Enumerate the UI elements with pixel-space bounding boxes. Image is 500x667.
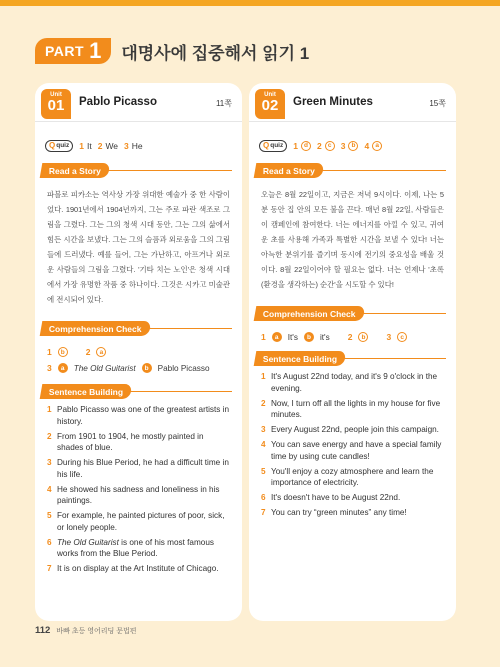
cc-line: 1 a It's b it's 2 b 3 c	[261, 329, 446, 345]
sentence-item: 1 Pablo Picasso was one of the greatest artists in history.	[47, 405, 230, 426]
sentence-item: 3 During his Blue Period, he had a difficult time in his life.	[47, 458, 229, 479]
sentence-item: 5 You'll enjoy a cozy atmosphere and learn the importance of electricity.	[261, 466, 434, 487]
quiz-answer: 1 It	[79, 140, 92, 151]
answer-text: it's	[319, 332, 330, 342]
section-tab: Read a Story	[40, 163, 111, 178]
answer-mark: b	[358, 332, 368, 342]
quiz-answer: 3 He	[124, 140, 143, 151]
sentence-item: 7 You can try “green minutes” any time!	[261, 508, 407, 517]
unit-title: Pablo Picasso	[79, 96, 157, 108]
unit-header	[35, 92, 242, 122]
unit-page-ref: 11쪽	[215, 99, 232, 108]
unit-title: Green Minutes	[293, 96, 373, 108]
quiz-answer: 2 We	[97, 140, 119, 151]
page-number: 112	[35, 625, 51, 636]
answer-mark: c	[397, 332, 407, 342]
part-word: PART	[45, 43, 85, 59]
comprehension-answers	[35, 336, 242, 376]
sentence-item: 5 For example, he painted pictures of poor, sick, or lonely people.	[47, 511, 225, 532]
sentence-item: 3 Every August 22nd, people join this campaign.	[261, 425, 439, 434]
part-header	[35, 36, 309, 66]
read-a-story-header	[35, 163, 242, 178]
quiz-answer: 3 b	[341, 141, 359, 151]
sentence-item: 4 You can save energy and have a special family time by using cute candles!	[261, 440, 442, 461]
story-translation: 오늘은 8월 22일이고, 지금은 저녁 9시이다. 이제, 나는 5분 동안 집 안의 모든 불을 끈다. 매년 8월 22일, 사람들은 이 캠페인에 참여한다. 너는 에너지를 아낄 수 있고, 귀여운 초를 사용해 가족과 특별한 시간을 보낼 수 있다! 너는 아늑한 분위기를 즐기며 동시에 전기의 중요성을 배울 것이다. 8월 22일이어야 할 필요는 없다. 너는 언제나 '초록(환경을 생각하는) 순간'을 시도할 수 있다!	[261, 190, 444, 289]
unit-word: Unit	[264, 92, 276, 98]
quiz-answer: 1 d	[293, 141, 311, 151]
sentence-item: 6 It's doesn't have to be August 22nd.	[261, 493, 401, 502]
unit-02-card	[249, 83, 456, 621]
unit-badge	[41, 89, 71, 119]
part-number: 1	[89, 38, 102, 63]
sentence-building-header	[35, 384, 242, 399]
comprehension-answers	[249, 321, 456, 345]
read-a-story-header	[249, 163, 456, 178]
top-rule	[0, 0, 500, 6]
part-title: 대명사에 집중해서 읽기 1	[121, 43, 310, 63]
quiz-badge: Q quiz	[259, 140, 287, 152]
story-translation: 파블로 피카소는 역사상 가장 위대한 예술가 중 한 사람이었다. 1901년에서 1904년까지, 그는 주로 파란 색조로 그림을 그렸다. 그는 그의 청색 시대 동안, 그는 그의 삶에서 힘든 시간을 보냈다. 그는 그의 슬픔과 외로움을 그의 그림들에 드러냈다. 예를 들어, 그는 가난하고, 아프거나 외로운 사람들의 그림을 그렸다. '기타 치는 노인'은 청색 시대에서 가장 유명한 작품 중 하나이다. 그것은 시카고 미술관에 전시되어 있다.	[47, 190, 230, 304]
unit-01-card	[35, 83, 242, 621]
sentence-list	[35, 399, 242, 575]
sentence-item: 2 From 1901 to 1904, he mostly painted in shades of blue.	[47, 431, 204, 452]
answer-mark: b	[304, 332, 314, 342]
answer-mark: a	[96, 347, 106, 357]
part-badge	[35, 38, 111, 64]
answer-mark: b	[58, 347, 68, 357]
comprehension-check-header	[35, 321, 242, 336]
sentence-item: 2 Now, I turn off all the lights in my house for five minutes.	[261, 398, 441, 419]
quiz-badge: Q quiz	[45, 140, 73, 152]
quiz-answer: 2 c	[317, 141, 335, 151]
answer-text: The Old Guitarist	[73, 363, 136, 373]
quiz-answers	[35, 122, 242, 154]
section-tab: Sentence Building	[254, 351, 347, 366]
sentence-item: 1 It's August 22nd today, and it's 9 o'clock in the evening.	[261, 372, 438, 393]
book-title: 바빠 초등 영어리딩 문법편	[56, 627, 137, 635]
section-tab: Sentence Building	[40, 384, 133, 399]
section-tab: Comprehension Check	[40, 321, 151, 336]
page-footer	[35, 625, 137, 636]
cc-line: 1 b 2 a	[47, 344, 232, 360]
answer-mark: a	[272, 332, 282, 342]
quiz-q-icon: Q	[263, 141, 270, 150]
cc-line: 3 a The Old Guitarist b Pablo Picasso	[47, 363, 210, 373]
comprehension-check-header	[249, 306, 456, 321]
sentence-item: 6 The Old Guitarist is one of his most famous works from the Blue Period.	[47, 537, 214, 558]
unit-page-ref: 15쪽	[429, 99, 446, 108]
quiz-answers	[249, 122, 456, 154]
answer-mark: b	[142, 363, 152, 373]
unit-number: 02	[261, 97, 279, 114]
sentence-building-header	[249, 351, 456, 366]
unit-badge	[255, 89, 285, 119]
sentence-item: 4 He showed his sadness and loneliness in his paintings.	[47, 484, 220, 505]
unit-header	[249, 92, 456, 122]
answer-mark: a	[58, 363, 68, 373]
answer-text: It's	[287, 332, 298, 342]
quiz-q-icon: Q	[49, 141, 56, 150]
section-tab: Read a Story	[254, 163, 325, 178]
unit-word: Unit	[50, 92, 62, 98]
sentence-item: 7 It is on display at the Art Institute of Chicago.	[47, 564, 219, 573]
unit-number: 01	[47, 97, 65, 114]
quiz-answer: 4 a	[364, 141, 382, 151]
section-tab: Comprehension Check	[254, 306, 365, 321]
answer-text: Pablo Picasso	[157, 363, 210, 373]
sentence-list	[249, 366, 456, 519]
